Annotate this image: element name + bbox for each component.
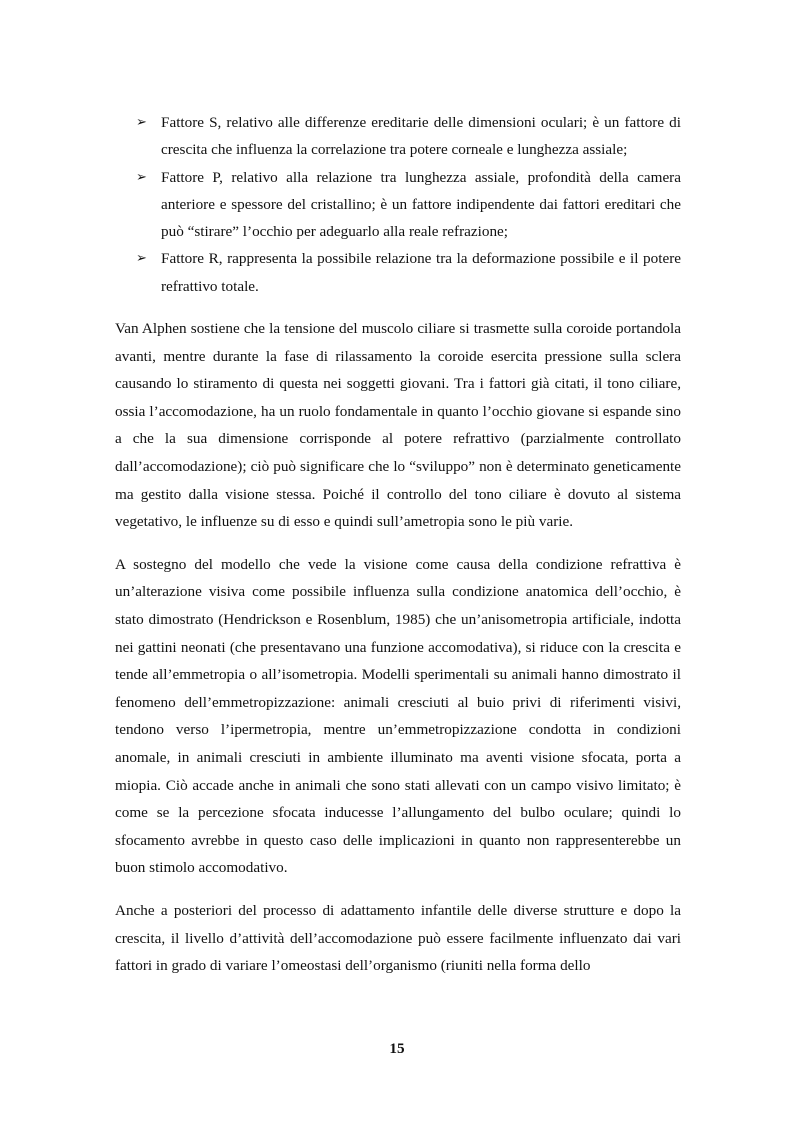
list-item-text: Fattore P, relativo alla relazione tra lunghezza assiale, profondità della camera anteriore e spessore del cristallino; è un fattore indipendente dai fattori ereditari che può “stirare” l’occhio per adeguarlo alla reale refrazione;: [161, 168, 681, 241]
paragraph-accommodation: Anche a posteriori del processo di adattamento infantile delle diverse strutture e dopo la crescita, il livello d’attività dell’accomodazione può essere facilmente influenzato dai vari fattori in grado di variare l’omeostasi dell’organismo (riuniti nella forma dello: [115, 901, 681, 975]
list-item-text: Fattore S, relativo alle differenze ereditarie delle dimensioni oculari; è un fattore di crescita che influenza la correlazione tra potere corneale e lunghezza assiale;: [161, 114, 681, 159]
list-item: [115, 245, 681, 300]
paragraph-van-alphen: Van Alphen sostiene che la tensione del muscolo ciliare si trasmette sulla coroide portandola avanti, mentre durante la fase di rilassamento la coroide esercita pressione sulla sclera causando lo stiramento di questa nei soggetti giovani. Tra i fattori già citati, il tono ciliare, ossia l’accomodazione, ha un ruolo fondamentale in quanto l’occhio giovane si espande sino a che la sua dimensione corrisponde al potere refrattivo (parzialmente controllato dall’accomodazione); ciò può significare che lo “sviluppo” non è determinato geneticamente ma gestito dalla visione stessa. Poiché il controllo del tono ciliare è dovuto al sistema vegetativo, le influenze su di esso e quindi sull’ametropia sono le più varie.: [115, 320, 681, 531]
arrowhead-bullet-icon: ➢: [136, 169, 147, 185]
list-item-text: Fattore R, rappresenta la possibile relazione tra la deformazione possibile e il potere refrattivo totale.: [161, 250, 681, 295]
factor-list: [115, 109, 681, 300]
paragraph-emmetropization: A sostegno del modello che vede la visione come causa della condizione refrattiva è un’alterazione visiva come possibile influenza sulla condizione anatomica dell’occhio, è stato dimostrato (Hendrickson e Rosenblum, 1985) che un’anisometropia artificiale, indotta nei gattini neonati (che presentavano una funzione accomodativa), si riduce con la crescita e tende all’emmetropia o all’isometropia. Modelli sperimentali su animali hanno dimostrato il fenomeno dell’emmetropizzazione: animali cresciuti al buio privi di riferimenti visivi, tendono verso l’ipermetropia, mentre un’emmetropizzazione condotta in condizioni anomale, in animali cresciuti in ambiente illuminato ma aventi visione sfocata, porta a miopia. Ciò accade anche in animali che sono stati allevati con un campo visivo limitato; è come se la percezione sfocata inducesse l’allungamento del bulbo oculare; quindi lo sfocamento avrebbe in questo caso delle implicazioni in quanto non rappresenterebbe un buon stimolo accomodativo.: [115, 555, 681, 877]
page-number: 15: [389, 1040, 405, 1057]
list-item: [115, 164, 681, 246]
page-body: [115, 109, 681, 980]
list-item: [115, 109, 681, 164]
arrowhead-bullet-icon: ➢: [136, 251, 147, 267]
arrowhead-bullet-icon: ➢: [136, 115, 147, 130]
